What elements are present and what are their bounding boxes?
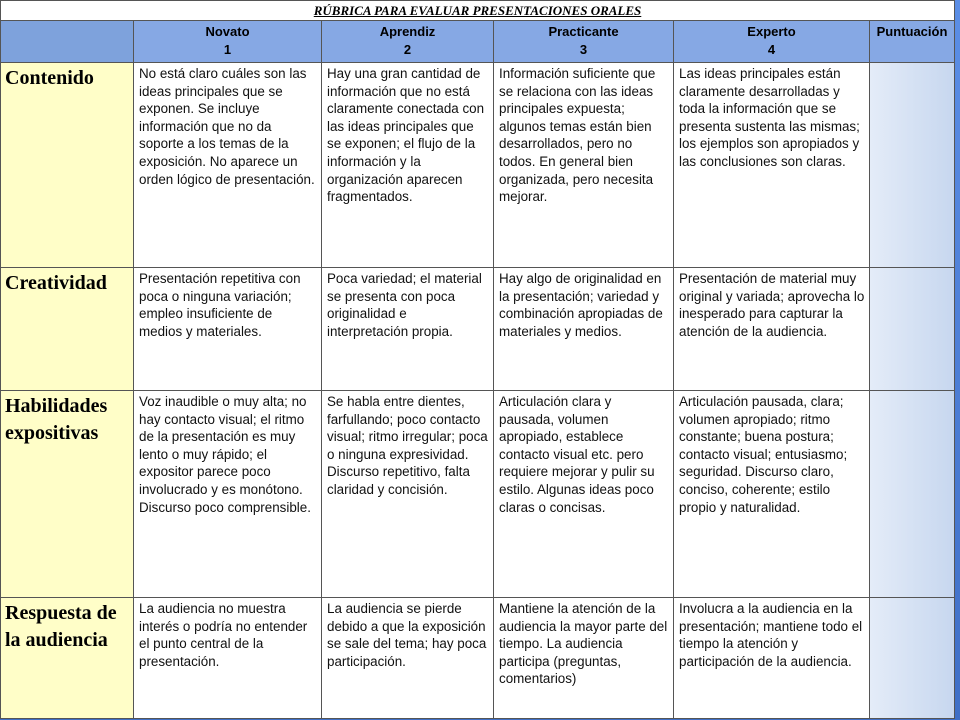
title-row bbox=[1, 1, 955, 21]
level-header-2 bbox=[322, 21, 494, 63]
criterion-row-respuesta bbox=[1, 598, 955, 719]
criterion-row-contenido bbox=[1, 63, 955, 268]
score-cell[interactable] bbox=[870, 63, 955, 268]
level-header-3 bbox=[494, 21, 674, 63]
score-header: Puntuación bbox=[870, 21, 955, 63]
descriptor-cell: La audiencia no muestra interés o podría no entender el punto central de la presentación. bbox=[134, 598, 322, 719]
descriptor-cell: Hay algo de originalidad en la presentación; variedad y combinación apropiadas de materiales y medios. bbox=[494, 268, 674, 391]
score-cell[interactable] bbox=[870, 598, 955, 719]
level-name: Experto bbox=[747, 24, 796, 39]
criterion-name: Habilidades expositivas bbox=[1, 391, 134, 598]
header-row bbox=[1, 21, 955, 63]
descriptor-cell: Articulación clara y pausada, volumen apropiado, establece contacto visual etc. pero requiere mejorar y pulir su estilo. Algunas ideas poco claras o concisas. bbox=[494, 391, 674, 598]
level-header-1 bbox=[134, 21, 322, 63]
descriptor-cell: Presentación repetitiva con poca o ninguna variación; empleo insuficiente de medios y materiales. bbox=[134, 268, 322, 391]
header-corner-cell bbox=[1, 21, 134, 63]
criterion-row-habilidades bbox=[1, 391, 955, 598]
descriptor-cell: Las ideas principales están claramente desarrolladas y toda la información que se presenta sustenta las mismas; los ejemplos son apropiados y las conclusiones son claras. bbox=[674, 63, 870, 268]
descriptor-cell: Mantiene la atención de la audiencia la mayor parte del tiempo. La audiencia participa (preguntas, comentarios) bbox=[494, 598, 674, 719]
descriptor-cell: Se habla entre dientes, farfullando; poco contacto visual; ritmo irregular; poca o ninguna expresividad. Discurso repetitivo, falta claridad y concisión. bbox=[322, 391, 494, 598]
rubric-title: RÚBRICA PARA EVALUAR PRESENTACIONES ORALES bbox=[1, 1, 955, 21]
level-name: Practicante bbox=[548, 24, 619, 39]
level-name: Aprendiz bbox=[379, 24, 436, 39]
criterion-name: Respuesta de la audiencia bbox=[1, 598, 134, 719]
descriptor-cell: Articulación pausada, clara; volumen apropiado; ritmo constante; buena postura; contacto visual; entusiasmo; seguridad. Discurso claro, conciso, coherente; estilo propio y naturalidad. bbox=[674, 391, 870, 598]
criterion-name: Contenido bbox=[1, 63, 134, 268]
descriptor-cell: Información suficiente que se relaciona con las ideas principales expuesta; algunos temas están bien desarrollados, pero no todos. En general bien organizada, pero necesita mejorar. bbox=[494, 63, 674, 268]
descriptor-cell: No está claro cuáles son las ideas principales que se exponen. Se incluye información que no da soporte a los temas de la exposición. No aparece un orden lógico de presentación. bbox=[134, 63, 322, 268]
level-value: 3 bbox=[579, 42, 588, 57]
score-cell[interactable] bbox=[870, 268, 955, 391]
criterion-row-creatividad bbox=[1, 268, 955, 391]
descriptor-cell: Presentación de material muy original y variada; aprovecha lo inesperado para capturar la atención de la audiencia. bbox=[674, 268, 870, 391]
descriptor-cell: Voz inaudible o muy alta; no hay contacto visual; el ritmo de la presentación es muy lento o muy rápido; el expositor parece poco involucrado y es monótono. Discurso poco comprensible. bbox=[134, 391, 322, 598]
score-cell[interactable] bbox=[870, 391, 955, 598]
level-header-4 bbox=[674, 21, 870, 63]
descriptor-cell: Poca variedad; el material se presenta con poca originalidad e interpretación propia. bbox=[322, 268, 494, 391]
descriptor-cell: Involucra a la audiencia en la presentación; mantiene todo el tiempo la atención y participación de la audiencia. bbox=[674, 598, 870, 719]
descriptor-cell: La audiencia se pierde debido a que la exposición se sale del tema; hay poca participación. bbox=[322, 598, 494, 719]
level-name: Novato bbox=[205, 24, 250, 39]
score-cell-fill bbox=[870, 268, 954, 390]
descriptor-cell: Hay una gran cantidad de información que no está claramente conectada con las ideas principales que se exponen; el flujo de la información y la organización aparecen fragmentados. bbox=[322, 63, 494, 268]
criterion-name: Creatividad bbox=[1, 268, 134, 391]
level-value: 4 bbox=[767, 42, 776, 57]
level-value: 2 bbox=[403, 42, 412, 57]
score-cell-fill bbox=[870, 598, 954, 718]
score-cell-fill bbox=[870, 63, 954, 267]
level-value: 1 bbox=[223, 42, 232, 57]
score-cell-fill bbox=[870, 391, 954, 597]
